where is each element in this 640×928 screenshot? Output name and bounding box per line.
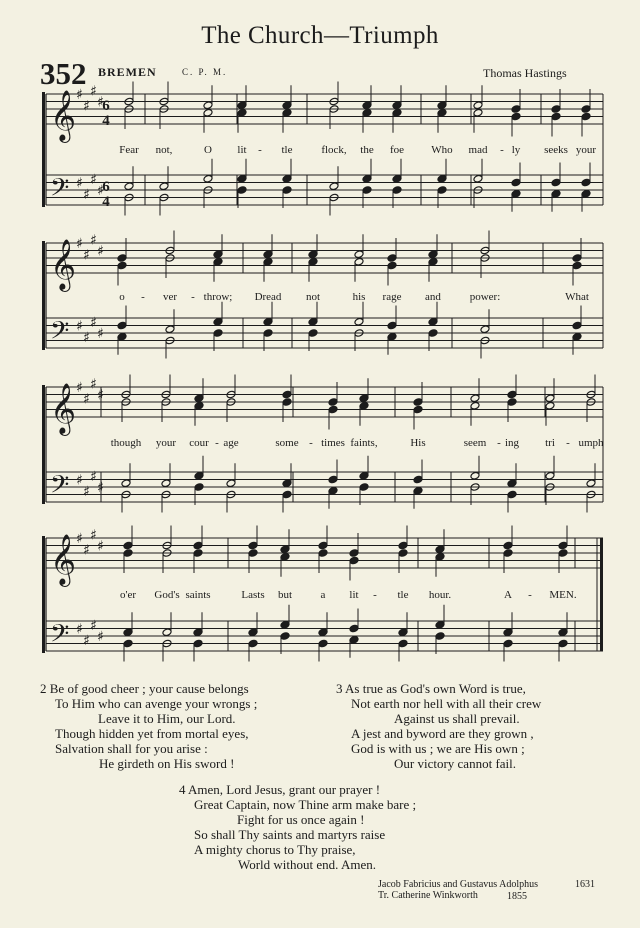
verse-2-line-2: To Him who can avenge your wrongs ; — [55, 696, 258, 711]
sharp-icon: ♯ — [97, 480, 104, 496]
verse-4-line-3: Fight for us once again ! — [237, 812, 365, 827]
notehead — [194, 401, 204, 410]
sharp-icon: ♯ — [76, 87, 83, 103]
notehead — [572, 332, 582, 341]
notehead — [349, 624, 359, 633]
notehead — [117, 261, 127, 270]
notehead — [507, 398, 517, 407]
sharp-icon: ♯ — [83, 391, 90, 408]
lyric-syllable: age — [223, 437, 239, 449]
bass-clef-icon: 𝄢 — [50, 619, 70, 655]
notehead — [318, 549, 328, 558]
notehead — [282, 490, 292, 499]
bass-staff — [46, 618, 603, 655]
lyric-syllable: - — [528, 589, 532, 601]
notehead — [280, 552, 290, 561]
lyric-syllable: What — [565, 291, 589, 303]
notehead — [213, 257, 223, 266]
lyric-syllable: rage — [382, 291, 402, 303]
notehead — [392, 108, 402, 117]
notehead — [263, 317, 273, 326]
notehead — [354, 257, 364, 266]
notehead — [248, 549, 258, 558]
notehead — [387, 261, 397, 270]
notehead — [162, 628, 172, 637]
notehead — [193, 639, 203, 648]
notehead — [308, 257, 318, 266]
lyric-syllable: A — [504, 589, 512, 601]
lyric-syllable: though — [110, 437, 142, 449]
notehead — [437, 186, 447, 195]
bass-clef-icon: 𝄢 — [50, 173, 70, 209]
notehead — [263, 257, 273, 266]
lyric-syllable: not — [305, 291, 321, 303]
notehead — [387, 254, 397, 263]
notehead — [581, 178, 591, 187]
lyric-syllable: mad — [468, 144, 488, 156]
notehead — [398, 541, 408, 550]
notehead — [328, 475, 338, 484]
notehead — [581, 189, 591, 198]
notehead — [123, 549, 133, 558]
notehead — [470, 394, 480, 403]
notehead — [511, 189, 521, 198]
notehead — [551, 178, 561, 187]
notehead — [392, 174, 402, 183]
lyric-syllable: but — [277, 589, 293, 601]
notehead — [551, 105, 561, 114]
lyric-syllable: - — [258, 144, 262, 156]
notehead — [511, 178, 521, 187]
notehead — [435, 620, 445, 629]
notehead — [280, 620, 290, 629]
lyric-syllable: umph — [578, 437, 604, 449]
notehead — [437, 108, 447, 117]
treble-staff — [46, 527, 603, 587]
notehead — [349, 549, 359, 558]
notehead — [213, 329, 223, 338]
lyric-syllable: MEN. — [549, 589, 577, 601]
sharp-icon: ♯ — [76, 236, 83, 252]
tune-name: BREMEN — [98, 65, 157, 79]
sharp-icon: ♯ — [83, 542, 90, 559]
notehead — [572, 261, 582, 270]
notehead — [328, 398, 338, 407]
sharp-icon: ♯ — [90, 376, 97, 393]
notehead — [558, 549, 568, 558]
sharp-icon: ♯ — [97, 243, 104, 260]
notehead — [437, 101, 447, 110]
system-bracket — [42, 92, 45, 207]
notehead — [473, 174, 483, 183]
sharp-icon: ♯ — [97, 629, 104, 645]
verse-3-line-4: A jest and byword are they grown , — [351, 726, 534, 741]
verse-3-line-5: God is with us ; we are His own ; — [351, 741, 525, 756]
notehead — [470, 401, 480, 410]
lyric-syllable: tri — [545, 437, 555, 449]
lyric-syllable: power: — [469, 291, 501, 303]
notehead — [503, 549, 513, 558]
notehead — [226, 479, 236, 488]
notehead — [308, 329, 318, 338]
notehead — [558, 628, 568, 637]
treble-clef-icon: 𝄞 — [50, 534, 77, 585]
bass-clef-icon: 𝄢 — [50, 470, 70, 506]
notehead — [398, 639, 408, 648]
notehead — [124, 182, 134, 191]
notehead — [165, 325, 175, 334]
lyric-syllable: a — [320, 589, 326, 601]
notehead — [123, 541, 133, 550]
verse-2-line-4: Though hidden yet from mortal eyes, — [55, 726, 249, 741]
notehead — [161, 479, 171, 488]
notehead — [121, 479, 131, 488]
sharp-icon: ♯ — [76, 621, 83, 638]
notehead — [349, 556, 359, 565]
notehead — [362, 101, 372, 110]
lyric-syllable: the — [360, 144, 374, 156]
notehead — [282, 398, 292, 407]
lyric-syllable: some — [275, 437, 299, 449]
notehead — [328, 405, 338, 414]
notehead — [159, 182, 169, 191]
sharp-icon: ♯ — [90, 314, 97, 331]
notehead — [123, 639, 133, 648]
notehead — [545, 471, 555, 480]
verse-3-line-6: Our victory cannot fail. — [394, 756, 517, 771]
system-bracket — [42, 385, 45, 504]
time-signature-top: 6 — [102, 97, 110, 114]
notehead — [263, 329, 273, 338]
notehead — [545, 394, 555, 403]
lyric-syllable: foe — [389, 144, 405, 156]
sharp-icon: ♯ — [97, 538, 104, 555]
sharp-icon: ♯ — [76, 472, 83, 489]
notehead — [328, 486, 338, 495]
sharp-icon: ♯ — [90, 83, 97, 100]
notehead — [359, 394, 369, 403]
notehead — [237, 186, 247, 195]
lyric-syllable: - — [215, 437, 219, 449]
notehead — [507, 490, 517, 499]
lyric-syllable: and — [425, 291, 441, 303]
verse-4-line-1: 4 Amen, Lord Jesus, grant our prayer ! — [179, 782, 381, 797]
time-signature-bottom: 4 — [102, 112, 110, 129]
notehead — [248, 628, 258, 637]
credit-translator: Tr. Catherine Winkworth — [378, 890, 478, 901]
lyric-syllable: faints, — [350, 437, 378, 449]
notehead — [308, 317, 318, 326]
notehead — [194, 394, 204, 403]
notehead — [213, 250, 223, 259]
lyric-syllable: his — [352, 291, 366, 303]
notehead — [203, 101, 213, 110]
lyric-syllable: ing — [504, 437, 520, 449]
lyric-syllable: His — [410, 437, 426, 449]
credit-author: Jacob Fabricius and Gustavus Adolphus — [378, 879, 538, 890]
notehead — [237, 101, 247, 110]
sharp-icon: ♯ — [97, 326, 104, 342]
notehead — [437, 174, 447, 183]
lyric-syllable: Fear — [119, 144, 139, 156]
lyric-syllable: o'er — [119, 589, 137, 601]
sharp-icon: ♯ — [90, 171, 97, 188]
notehead — [193, 628, 203, 637]
notehead — [581, 112, 591, 121]
lyric-syllable: tle — [281, 144, 293, 156]
notehead — [581, 105, 591, 114]
lyric-syllable: your — [155, 437, 177, 449]
lyric-syllable: - — [566, 437, 570, 449]
notehead — [359, 483, 369, 492]
treble-staff — [46, 232, 603, 292]
treble-clef-icon: 𝄞 — [50, 239, 77, 290]
hymn-title: The Church—Triumph — [201, 22, 439, 49]
treble-clef-icon: 𝄞 — [50, 90, 77, 141]
notehead — [354, 317, 364, 326]
notehead — [428, 257, 438, 266]
lyric-syllable: Dread — [254, 291, 282, 303]
lyric-syllable: - — [191, 291, 195, 303]
sharp-icon: ♯ — [83, 483, 90, 500]
treble-clef-icon: 𝄞 — [50, 383, 77, 434]
system-bracket — [42, 241, 45, 350]
lyric-syllable: Who — [431, 144, 453, 156]
notehead — [545, 401, 555, 410]
lyric-syllable: seem — [463, 437, 487, 449]
lyric-syllable: - — [500, 144, 504, 156]
notehead — [503, 541, 513, 550]
notehead — [435, 545, 445, 554]
notehead — [318, 628, 328, 637]
notehead — [282, 479, 292, 488]
notehead — [193, 549, 203, 558]
lyric-syllable: your — [575, 144, 597, 156]
notehead — [248, 541, 258, 550]
notehead — [282, 101, 292, 110]
system-bracket — [42, 536, 45, 653]
notehead — [413, 405, 423, 414]
notehead — [398, 549, 408, 558]
notehead — [413, 486, 423, 495]
lyric-syllable: Lasts — [241, 589, 265, 601]
notehead — [428, 317, 438, 326]
lyric-syllable: not, — [155, 144, 173, 156]
sharp-icon: ♯ — [83, 186, 90, 203]
sharp-icon: ♯ — [83, 632, 90, 649]
notehead — [413, 398, 423, 407]
notehead — [507, 479, 517, 488]
notehead — [480, 325, 490, 334]
lyric-syllable: - — [141, 291, 145, 303]
notehead — [503, 628, 513, 637]
notehead — [435, 552, 445, 561]
sharp-icon: ♯ — [90, 232, 97, 249]
lyric-syllable: ly — [511, 144, 521, 156]
lyric-syllable: ver — [162, 291, 178, 303]
lyric-syllable: O — [204, 144, 212, 156]
notehead — [282, 174, 292, 183]
notehead — [282, 186, 292, 195]
time-signature-top: 6 — [102, 178, 110, 195]
notehead — [362, 186, 372, 195]
notehead — [117, 332, 127, 341]
time-signature-bottom: 4 — [102, 193, 110, 210]
sharp-icon: ♯ — [76, 175, 83, 192]
notehead — [470, 471, 480, 480]
verse-4-line-2: Great Captain, now Thine arm make bare ; — [194, 797, 417, 812]
lyric-syllable: lit — [349, 589, 359, 601]
verse-3-line-3: Against us shall prevail. — [394, 711, 520, 726]
sharp-icon: ♯ — [83, 247, 90, 264]
hymn-number: 352 — [40, 56, 87, 91]
notehead — [237, 108, 247, 117]
lyric-syllable: throw; — [203, 291, 233, 303]
verse-4-line-4: So shall Thy saints and martyrs raise — [194, 827, 386, 842]
verse-3-line-2: Not earth nor hell with all their crew — [351, 696, 542, 711]
verse-2-line-6: He girdeth on His sword ! — [99, 756, 235, 771]
notehead — [511, 112, 521, 121]
notehead — [362, 174, 372, 183]
notehead — [354, 250, 364, 259]
notehead — [572, 321, 582, 330]
lyric-syllable: - — [373, 589, 377, 601]
sharp-icon: ♯ — [97, 94, 104, 111]
notehead — [318, 541, 328, 550]
notehead — [398, 628, 408, 637]
notehead — [203, 174, 213, 183]
notehead — [263, 250, 273, 259]
notehead — [318, 639, 328, 648]
credit-year-1: 1631 — [575, 879, 595, 890]
notehead — [473, 101, 483, 110]
meter: C. P. M. — [182, 67, 228, 77]
notehead — [572, 254, 582, 263]
sharp-icon: ♯ — [90, 617, 97, 634]
bass-staff — [46, 315, 603, 352]
notehead — [280, 545, 290, 554]
notehead — [359, 471, 369, 480]
notehead — [194, 471, 204, 480]
lyric-syllable: hour. — [428, 589, 452, 601]
notehead — [203, 108, 213, 117]
lyric-syllable: - — [309, 437, 313, 449]
notehead — [280, 632, 290, 641]
lyric-syllable: saints — [185, 589, 211, 601]
verse-2-line-1: 2 Be of good cheer ; your cause belongs — [40, 681, 249, 696]
verse-2-line-5: Salvation shall for you arise : — [55, 741, 208, 756]
notehead — [362, 108, 372, 117]
lyric-syllable: tle — [397, 589, 409, 601]
notehead — [308, 250, 318, 259]
notehead — [117, 321, 127, 330]
notehead — [117, 254, 127, 263]
notehead — [507, 390, 517, 399]
lyric-syllable: flock, — [321, 144, 347, 156]
notehead — [248, 639, 258, 648]
notehead — [511, 105, 521, 114]
lyric-syllable: times — [321, 437, 345, 449]
sharp-icon: ♯ — [76, 318, 83, 335]
sharp-icon: ♯ — [90, 468, 97, 485]
notehead — [237, 174, 247, 183]
notehead — [413, 475, 423, 484]
notehead — [123, 628, 133, 637]
sharp-icon: ♯ — [83, 329, 90, 346]
notehead — [349, 635, 359, 644]
verse-3-line-1: 3 As true as God's own Word is true, — [336, 681, 526, 696]
notehead — [392, 101, 402, 110]
lyric-syllable: cour — [189, 437, 209, 449]
final-barline-thick — [600, 538, 603, 651]
treble-staff — [46, 83, 603, 143]
sharp-icon: ♯ — [97, 183, 104, 199]
notehead — [551, 112, 561, 121]
composer: Thomas Hastings — [483, 66, 567, 80]
notehead — [282, 108, 292, 117]
bass-clef-icon: 𝄢 — [50, 316, 70, 352]
sharp-icon: ♯ — [97, 387, 104, 404]
verse-2-line-3: Leave it to Him, our Lord. — [98, 711, 236, 726]
verse-4-line-5: A mighty chorus to Thy praise, — [194, 842, 356, 857]
verse-4-line-6: World without end. Amen. — [238, 857, 376, 872]
notehead — [428, 329, 438, 338]
notehead — [194, 483, 204, 492]
notehead — [428, 250, 438, 259]
sharp-icon: ♯ — [83, 98, 90, 115]
notehead — [387, 321, 397, 330]
sharp-icon: ♯ — [90, 527, 97, 544]
lyric-syllable: seeks — [544, 144, 568, 156]
notehead — [282, 390, 292, 399]
notehead — [193, 541, 203, 550]
sharp-icon: ♯ — [76, 380, 83, 396]
notehead — [503, 639, 513, 648]
lyric-syllable: - — [497, 437, 501, 449]
lyric-syllable: lit — [237, 144, 247, 156]
notehead — [586, 479, 596, 488]
notehead — [558, 639, 568, 648]
notehead — [329, 182, 339, 191]
notehead — [392, 186, 402, 195]
notehead — [213, 317, 223, 326]
lyric-syllable: o — [119, 291, 125, 303]
notehead — [558, 541, 568, 550]
notehead — [551, 189, 561, 198]
lyric-syllable: God's — [154, 589, 180, 601]
notehead — [473, 108, 483, 117]
notehead — [387, 332, 397, 341]
credit-year-2: 1855 — [507, 891, 527, 902]
notehead — [435, 632, 445, 641]
sharp-icon: ♯ — [76, 531, 83, 547]
notehead — [359, 401, 369, 410]
